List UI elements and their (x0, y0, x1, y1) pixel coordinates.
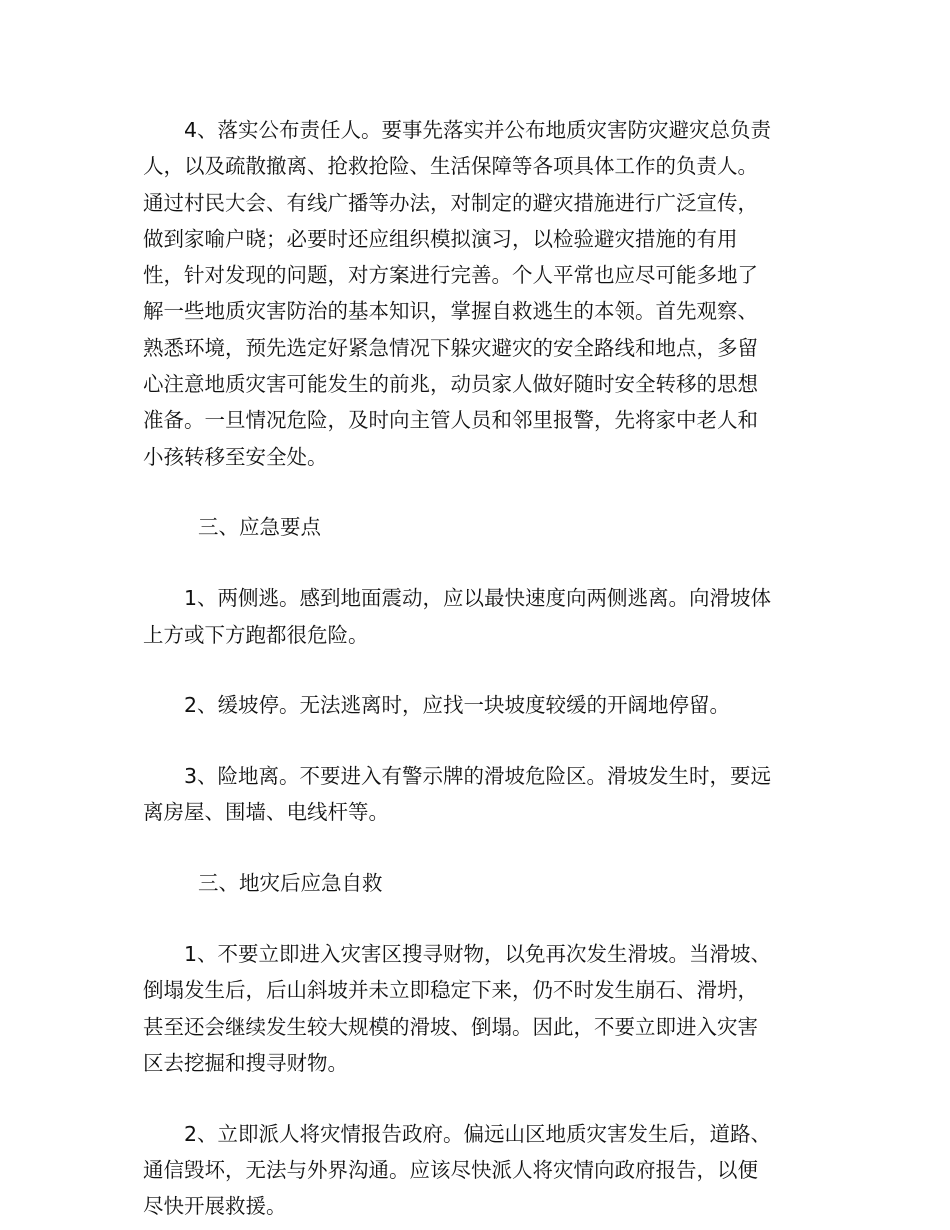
paragraph-line: 尽快开展救援。 (143, 1194, 287, 1219)
heading-text: 三、地灾后应急自救 (198, 871, 383, 896)
paragraph-gap (143, 546, 808, 581)
paragraph (143, 758, 808, 831)
paragraph-line: 熟悉环境，预先选定好紧急情况下躲灾避灾的安全路线和地点，多留 (143, 335, 758, 360)
section-heading (143, 865, 808, 901)
paragraph-line: 做到家喻户晓；必要时还应组织模拟演习，以检验避灾措施的有用 (143, 226, 738, 251)
paragraph-line: 2、缓坡停。无法逃离时，应找一块坡度较缓的开阔地停留。 (184, 693, 731, 718)
paragraph-line: 离房屋、围墙、电线杆等。 (143, 800, 389, 825)
paragraph-line: 区去挖掘和搜寻财物。 (143, 1050, 348, 1075)
document-body (143, 112, 808, 1225)
paragraph-line: 通过村民大会、有线广播等办法，对制定的避灾措施进行广泛宣传， (143, 190, 758, 215)
section-heading (143, 509, 808, 545)
paragraph-line: 通信毁坏，无法与外界沟通。应该尽快派人将灾情向政府报告，以便 (143, 1158, 758, 1183)
paragraph-line: 1、不要立即进入灾害区搜寻财物，以免再次发生滑坡。当滑坡、 (184, 942, 772, 967)
paragraph-line: 1、两侧逃。感到地面震动，应以最快速度向两侧逃离。向滑坡体 (184, 586, 772, 611)
paragraph-line: 准备。一旦情况危险，及时向主管人员和邻里报警，先将家中老人和 (143, 408, 758, 433)
paragraph-gap (143, 831, 808, 866)
paragraph-gap (143, 475, 808, 510)
paragraph-line: 上方或下方跑都很危险。 (143, 622, 369, 647)
paragraph-line: 甚至还会继续发生较大规模的滑坡、倒塌。因此，不要立即进入灾害 (143, 1014, 758, 1039)
paragraph (143, 580, 808, 653)
heading-text: 三、应急要点 (198, 515, 321, 540)
paragraph (143, 1116, 808, 1225)
paragraph-gap (143, 653, 808, 688)
paragraph (143, 936, 808, 1081)
paragraph-gap (143, 1081, 808, 1116)
paragraph-gap (143, 902, 808, 937)
paragraph-line: 心注意地质灾害可能发生的前兆，动员家人做好随时安全转移的思想 (143, 372, 758, 397)
paragraph-line: 小孩转移至安全处。 (143, 444, 328, 469)
paragraph-line: 性，针对发现的问题，对方案进行完善。个人平常也应尽可能多地了 (143, 263, 758, 288)
paragraph-line: 解一些地质灾害防治的基本知识，掌握自救逃生的本领。首先观察、 (143, 299, 758, 324)
paragraph-line: 4、落实公布责任人。要事先落实并公布地质灾害防灾避灾总负责 (184, 118, 772, 142)
paragraph (143, 687, 808, 723)
paragraph (143, 112, 808, 475)
paragraph-gap (143, 724, 808, 759)
paragraph-line: 2、立即派人将灾情报告政府。偏远山区地质灾害发生后，道路、 (184, 1121, 772, 1146)
paragraph-line: 3、险地离。不要进入有警示牌的滑坡危险区。滑坡发生时，要远 (184, 764, 772, 789)
paragraph-line: 倒塌发生后，后山斜坡并未立即稳定下来，仍不时发生崩石、滑坍， (143, 978, 758, 1003)
paragraph-line: 人，以及疏散撤离、抢救抢险、生活保障等各项具体工作的负责人。 (143, 154, 758, 179)
